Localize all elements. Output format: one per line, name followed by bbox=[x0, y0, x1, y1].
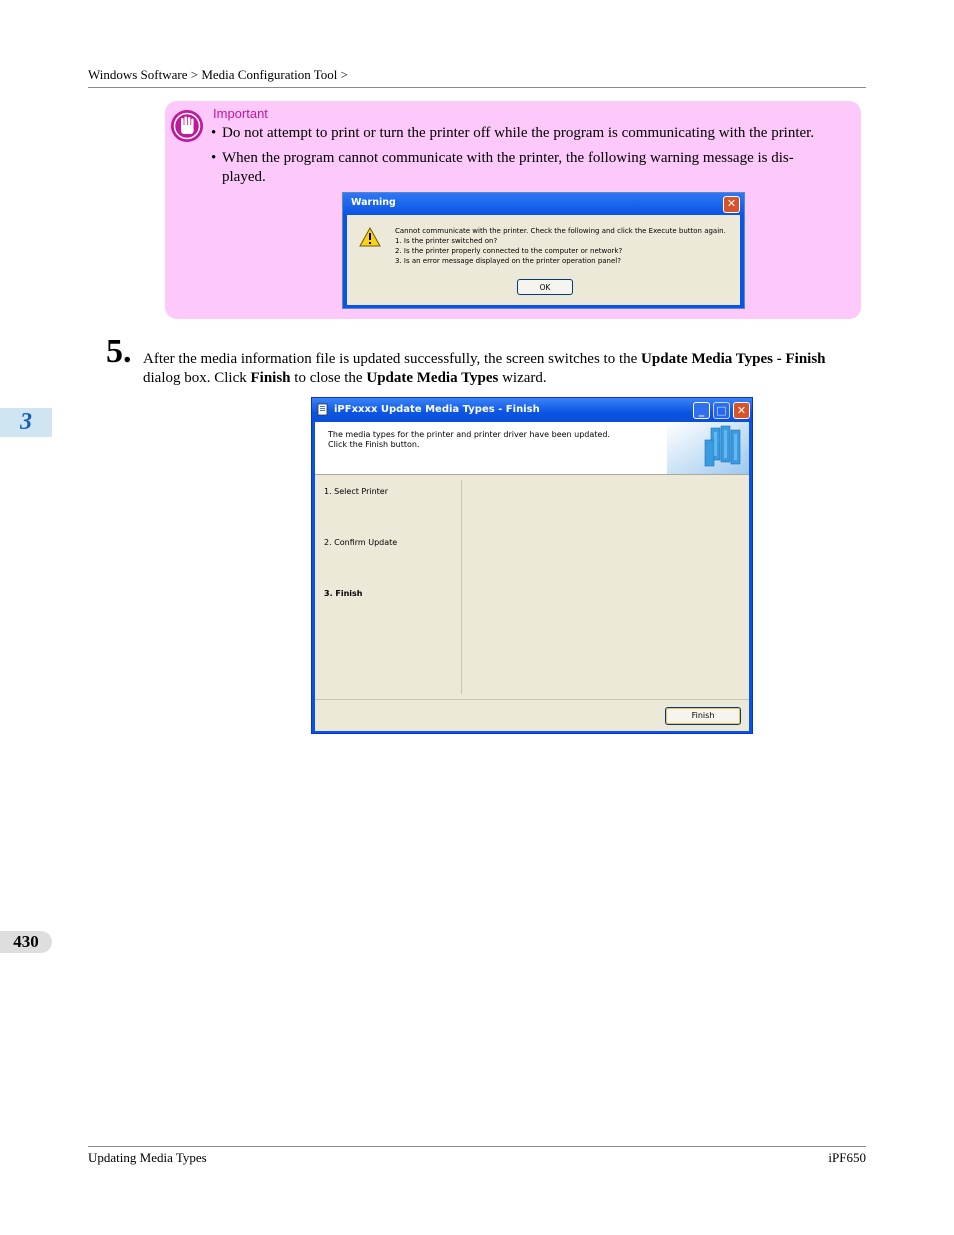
minimize-icon[interactable]: _ bbox=[693, 402, 710, 419]
warning-message-line: 3. Is an error message displayed on the printer operation panel? bbox=[395, 257, 621, 265]
bullet-marker: • bbox=[211, 125, 217, 141]
app-icon bbox=[317, 403, 329, 416]
warning-title: Warning bbox=[351, 197, 396, 208]
chapter-tab[interactable]: 3 bbox=[0, 408, 52, 437]
wizard-title: iPFxxxx Update Media Types - Finish bbox=[334, 404, 540, 415]
footer-model-name: iPF650 bbox=[828, 1150, 866, 1165]
wizard-step-finish: 3. Finish bbox=[324, 589, 363, 598]
page-number: 430 bbox=[0, 931, 52, 953]
ok-button[interactable]: OK bbox=[517, 279, 573, 295]
bullet-marker: • bbox=[211, 150, 217, 166]
step-text-part: wizard. bbox=[498, 370, 547, 386]
wizard-divider bbox=[315, 699, 749, 700]
wizard-header-line: The media types for the printer and printer driver have been updated. bbox=[328, 430, 610, 439]
important-label: Important bbox=[213, 106, 268, 121]
step-number: 5. bbox=[106, 333, 132, 370]
close-icon[interactable]: ✕ bbox=[733, 402, 750, 419]
media-graphic-icon bbox=[667, 422, 749, 474]
step-text-part: dialog box. Click bbox=[143, 370, 251, 386]
maximize-icon[interactable]: □ bbox=[713, 402, 730, 419]
step-instruction bbox=[143, 350, 857, 388]
step-text-bold: Finish bbox=[250, 370, 291, 386]
warning-title-bar bbox=[343, 193, 744, 215]
warning-message bbox=[395, 226, 726, 266]
wizard-header-line: Click the Finish button. bbox=[328, 440, 420, 449]
step-text-bold: Update Media Types bbox=[366, 370, 499, 386]
wizard-title-bar bbox=[312, 398, 752, 422]
update-media-types-dialog bbox=[311, 397, 753, 734]
warning-message-line: 2. Is the printer properly connected to the computer or network? bbox=[395, 247, 623, 255]
step-text-bold: Update Media Types - Finish bbox=[641, 351, 826, 367]
close-icon[interactable]: ✕ bbox=[723, 196, 740, 213]
warning-message-line: 1. Is the printer switched on? bbox=[395, 237, 498, 245]
step-text-part: to close the bbox=[290, 370, 367, 386]
breadcrumb: Windows Software > Media Configuration Tool > bbox=[88, 67, 348, 82]
wizard-divider bbox=[461, 480, 462, 694]
finish-button[interactable]: Finish bbox=[665, 707, 741, 725]
hand-stop-icon bbox=[170, 109, 204, 143]
footer-rule bbox=[88, 1146, 866, 1147]
wizard-header-text bbox=[328, 430, 610, 450]
footer-section-title: Updating Media Types bbox=[88, 1150, 207, 1165]
warning-dialog bbox=[342, 192, 745, 309]
wizard-step-confirm-update: 2. Confirm Update bbox=[324, 538, 398, 547]
header-rule bbox=[88, 87, 866, 88]
important-bullet-1: Do not attempt to print or turn the printer off while the program is communicating with the printer. bbox=[222, 125, 815, 141]
wizard-step-select-printer: 1. Select Printer bbox=[324, 487, 389, 496]
important-bullet-2: When the program cannot communicate with the printer, the following warning message is dis-played. bbox=[222, 150, 794, 185]
step-text-part: After the media information file is updated successfully, the screen switches to the bbox=[143, 351, 642, 367]
wizard-body bbox=[315, 422, 749, 731]
wizard-header-panel bbox=[315, 422, 749, 475]
warning-body bbox=[347, 215, 740, 305]
warning-message-line: Cannot communicate with the printer. Check the following and click the Execute button again. bbox=[395, 227, 726, 235]
warning-triangle-icon bbox=[359, 227, 381, 247]
